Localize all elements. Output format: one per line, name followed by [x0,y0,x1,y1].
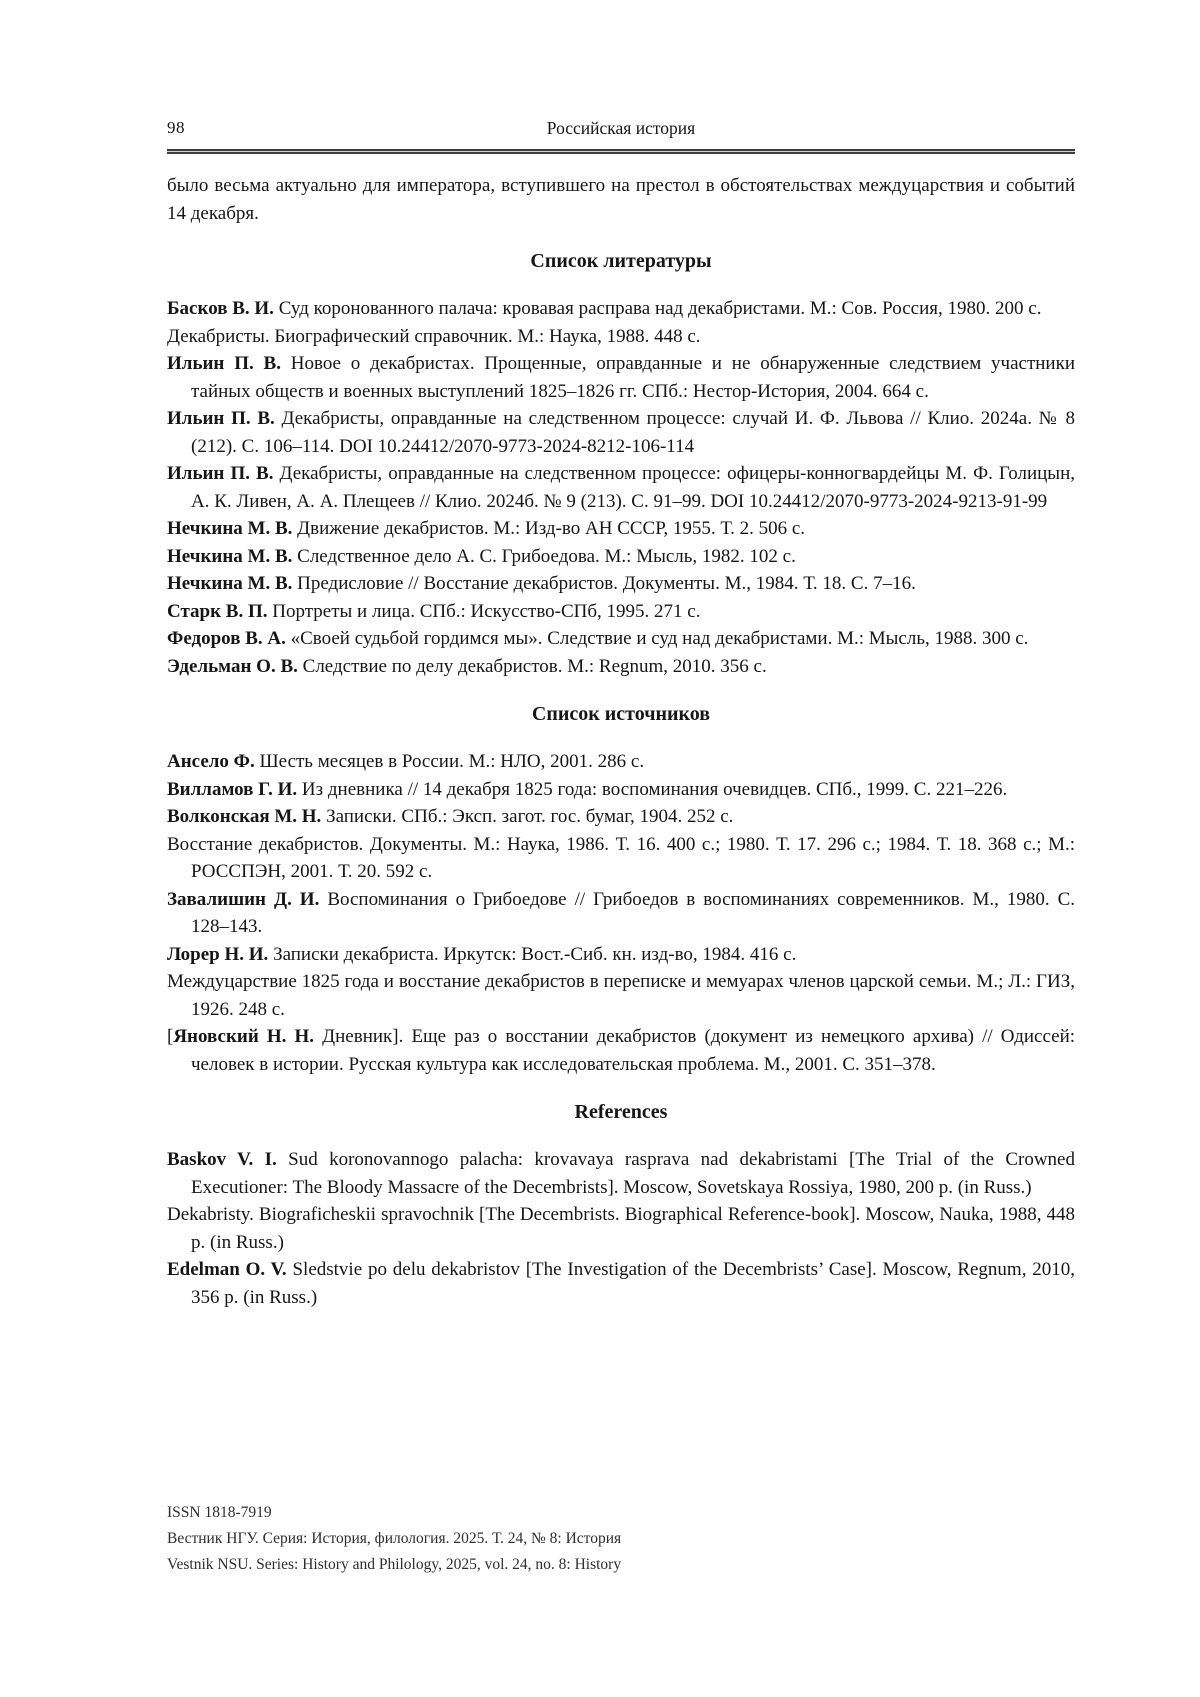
entry-text: Портреты и лица. СПб.: Искусство-СПб, 1995. 271 с. [272,600,701,622]
entry-author: Басков В. И. [167,298,274,319]
entry-author: Ильин П. В. [167,408,275,429]
bib-entry [167,1256,1075,1311]
entry-text: Восстание декабристов. Документы. М.: Наука, 1986. Т. 16. 400 с.; 1980. Т. 17. 296 с.; 1984. Т. 18. 368 с.; М.: РОССПЭН, 2001. Т. 20. 592 с. [167,833,1075,882]
entry-text: Декабристы, оправданные на следственном процессе: случай И. Ф. Львова // Клио. 2024а. № 8 (212). С. 106–114. DOI 10.24412/2070-9773-2024-8212-106-114 [191,408,1076,457]
bib-entry [167,1023,1075,1078]
bib-entry [167,350,1075,405]
bib-entry [167,323,1075,351]
bib-entry [167,776,1075,804]
entry-author: Лорер Н. И. [167,943,269,965]
entry-author: Старк В. П. [167,600,268,622]
page-footer [167,1500,621,1578]
entry-author: Нечкина М. В. [167,573,293,594]
entry-author: Baskov V. I. [167,1149,277,1170]
entry-author: Завалишин Д. И. [167,888,320,910]
entry-author: Федоров В. А. [167,628,286,649]
entry-text: Движение декабристов. М.: Изд-во АН СССР, 1955. Т. 2. 506 с. [297,518,806,539]
bib-entry [167,653,1075,681]
footer-issn: ISSN 1818-7919 [167,1504,272,1521]
entry-author: Яновский Н. Н. [173,1026,315,1047]
running-title: Российская история [546,118,696,138]
entry-author: Ильин П. В. [167,463,274,484]
entry-author: Вилламов Г. И. [167,778,298,800]
footer-journal-en: Vestnik NSU. Series: History and Philology, 2025, vol. 24, no. 8: History [167,1556,622,1573]
entry-text: Новое о декабристах. Прощенные, оправданные и не обнаруженные следствием участники тайных обществ и военных выступлений 1825–1826 гг. СПб.: Нестор-История, 2004. 664 с. [191,353,1075,402]
entry-author: Нечкина М. В. [167,518,293,539]
bib-entry [167,515,1075,543]
entry-text: Междуцарствие 1825 года и восстание декабристов в переписке и мемуарах членов царской семьи. М.; Л.: ГИЗ, 1926. 248 с. [167,971,1075,1020]
entry-text: Записки. СПб.: Эксп. загот. гос. бумаг, 1904. 252 с. [326,806,734,827]
entry-text: Следствие по делу декабристов. М.: Regnum, 2010. 356 с. [302,655,767,677]
section-heading-sources: Список источников [531,703,711,725]
entry-text: Следственное дело А. С. Грибоедова. М.: Мысль, 1982. 102 с. [297,545,796,567]
bib-entry [167,748,1075,776]
bib-entry [167,1201,1075,1256]
page-number: 98 [167,118,185,137]
entry-text: «Своей судьбой гордимся мы». Следствие и суд над декабристами. М.: Мысль, 1988. 300 с. [290,628,1029,649]
header-rule [167,149,1075,154]
bib-entry [167,1146,1075,1201]
bib-entry [167,968,1075,1023]
page-body [167,172,1075,1311]
sources-list [167,748,1075,1078]
entry-text: Sud koronovannogo palacha: krovavaya rasprava nad dekabristami [The Trial of the Crowned Executioner: The Bloody Massacre of the Decembrists]. Moscow, Sovetskaya Rossiya, 1980, 200 p. (in Russ.) [191,1149,1075,1198]
bib-entry [167,886,1075,941]
entry-prefix: [ [167,1026,174,1047]
section-heading-references: References [574,1101,668,1123]
entry-text: Декабристы. Биографический справочник. М.: Наука, 1988. 448 с. [167,325,701,347]
entry-text: Записки декабриста. Иркутск: Вост.-Сиб. кн. изд-во, 1984. 416 с. [273,943,797,965]
section-heading-literature: Список литературы [530,250,712,272]
entry-text: Декабристы, оправданные на следственном процессе: офицеры-конногвардейцы М. Ф. Голицын, А. К. Ливен, А. А. Плещеев // Клио. 2024б. № 9 (213). С. 91–99. DOI 10.24412/2070-9773-2024-9213-91-99 [191,463,1075,512]
entry-author: Edelman O. V. [167,1259,287,1280]
entry-text: Sledstvie po delu dekabristov [The Investigation of the Decembrists’ Case]. Moscow, Regnum, 2010, 356 p. (in Russ.) [191,1259,1076,1308]
entry-author: Нечкина М. В. [167,545,293,567]
entry-text: Dekabristy. Biograficheskii spravochnik [The Decembrists. Biographical Reference-book]. Moscow, Nauka, 1988, 448 p. (in Russ.) [167,1204,1075,1253]
bib-entry [167,941,1075,969]
page-header [167,116,1075,154]
bib-entry [167,543,1075,571]
entry-author: Ансело Ф. [167,751,255,772]
entry-text: Дневник]. Еще раз о восстании декабристов (документ из немецкого архива) // Одиссей: человек в истории. Русская культура как исследовательская проблема. М., 2001. С. 351–378. [191,1026,1076,1075]
literature-list [167,295,1075,680]
bib-entry [167,460,1075,515]
bib-entry [167,625,1075,653]
bib-entry [167,405,1075,460]
running-head [167,116,1075,142]
bib-entry [167,570,1075,598]
entry-text: Шесть месяцев в России. М.: НЛО, 2001. 286 с. [259,751,645,772]
entry-author: Волконская М. Н. [167,806,322,827]
opening-paragraph: было весьма актуально для императора, вступившего на престол в обстоятельствах междуцарствия и событий 14 декабря. [167,175,1075,224]
references-list [167,1146,1075,1311]
entry-author: Эдельман О. В. [167,655,298,677]
entry-text: Предисловие // Восстание декабристов. Документы. М., 1984. Т. 18. С. 7–16. [297,573,916,594]
bib-entry [167,803,1075,831]
entry-text: Суд коронованного палача: кровавая расправа над декабристами. М.: Сов. Россия, 1980. 200 с. [278,298,1042,319]
entry-author: Ильин П. В. [167,353,281,374]
footer-journal-ru: Вестник НГУ. Серия: История, филология. 2025. Т. 24, № 8: История [167,1530,622,1547]
entry-text: Из дневника // 14 декабря 1825 года: воспоминания очевидцев. СПб., 1999. С. 221–226. [301,778,1008,800]
bib-entry [167,598,1075,626]
bib-entry [167,295,1075,323]
bib-entry [167,831,1075,886]
entry-text: Воспоминания о Грибоедове // Грибоедов в воспоминаниях современников. М., 1980. С. 128–143. [191,888,1075,937]
